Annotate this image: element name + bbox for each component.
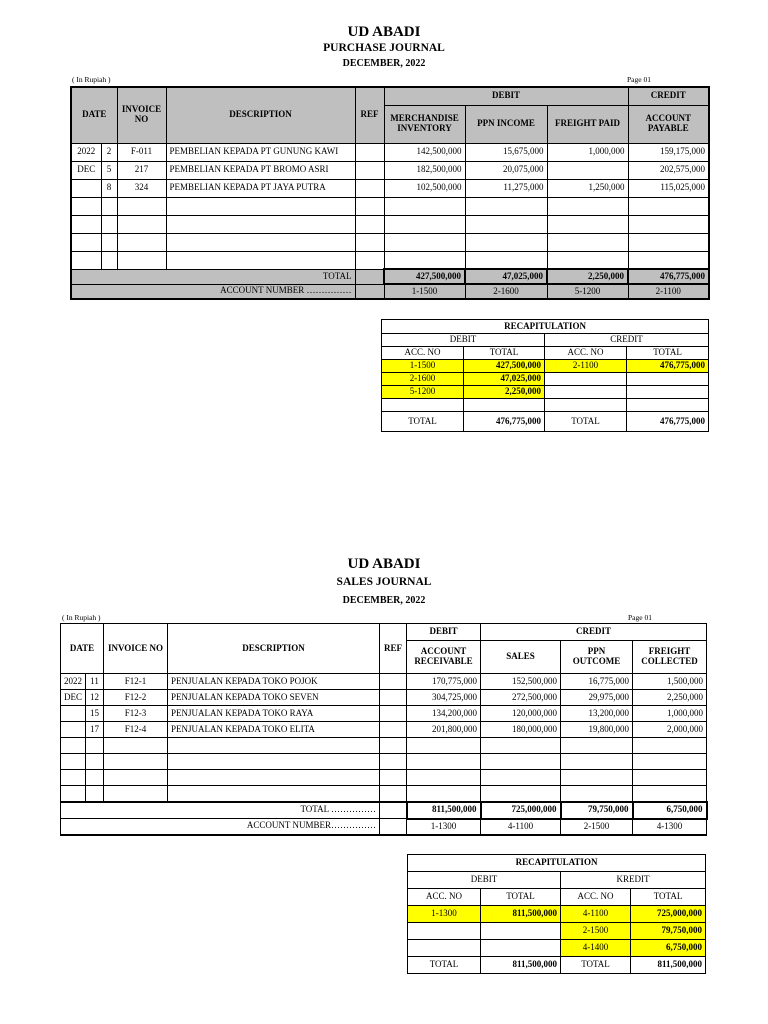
row-day: 12 [86, 690, 104, 706]
table-row [71, 179, 709, 197]
row-description: PENJUALAN KEPADA TOKO POJOK [168, 674, 380, 690]
row-invoice: F12-4 [104, 722, 168, 738]
sales-col-freight: FREIGHT COLLECTED [633, 641, 707, 674]
recap-credit-amt: 6,750,000 [631, 940, 706, 957]
row-merch: 142,500,000 [384, 143, 465, 161]
sales-col-debit: DEBIT [407, 624, 481, 641]
row-freight: 2,000,000 [633, 722, 707, 738]
purchase-journal-table [70, 86, 710, 300]
row-year: 2022 [61, 674, 86, 690]
purchase-account-label: ACCOUNT NUMBER …………… [71, 284, 355, 299]
recap-credit-acc: 2-1500 [561, 923, 631, 940]
row-year: DEC [71, 161, 101, 179]
sales-col-ref: REF [380, 624, 407, 674]
recap-credit-total: 476,775,000 [627, 412, 709, 432]
row-ref [355, 179, 384, 197]
recap-total-header: TOTAL [631, 889, 706, 906]
row-payable: 115,025,000 [628, 179, 709, 197]
sales-col-invoice: INVOICE NO [104, 624, 168, 674]
sales-total-freight: 6,750,000 [633, 802, 707, 819]
recap-debit-total: 811,500,000 [481, 957, 561, 974]
recap-credit-acc: 2-1100 [545, 360, 627, 373]
purchase-page: Page 01 [627, 75, 651, 84]
recap-debit-acc: 5-1200 [382, 386, 464, 399]
empty-row [71, 197, 709, 215]
row-ar: 201,800,000 [407, 722, 481, 738]
purchase-col-freight: FREIGHT PAID [547, 105, 628, 143]
recap-debit-amt: 2,250,000 [464, 386, 545, 399]
row-description: PEMBELIAN KEPADA PT GUNUNG KAWI [166, 143, 355, 161]
row-invoice: 217 [117, 161, 166, 179]
purchase-acc-merch: 1-1500 [384, 284, 465, 299]
purchase-recap-credit: CREDIT [545, 334, 709, 347]
empty-row [71, 215, 709, 233]
recap-acc-no-header: ACC. NO [408, 889, 481, 906]
total-row [61, 802, 707, 819]
row-ppn: 11,275,000 [465, 179, 547, 197]
row-year [61, 706, 86, 722]
row-freight: 2,250,000 [633, 690, 707, 706]
recap-total-label: TOTAL [561, 957, 631, 974]
table-row [61, 706, 707, 722]
row-invoice: F-011 [117, 143, 166, 161]
row-year: DEC [61, 690, 86, 706]
recap-acc-no-header: ACC. NO [382, 347, 464, 360]
row-ppn: 20,075,000 [465, 161, 547, 179]
row-ppn: 16,775,000 [561, 674, 633, 690]
row-ref [380, 690, 407, 706]
sales-total-label: TOTAL …………… [61, 802, 380, 819]
purchase-col-ppn: PPN INCOME [465, 105, 547, 143]
table-row [71, 143, 709, 161]
recap-total-label: TOTAL [545, 412, 627, 432]
sales-total-ar: 811,500,000 [407, 802, 481, 819]
empty-row [61, 754, 707, 770]
sales-acc-sales: 4-1100 [481, 819, 561, 835]
recap-debit-acc: 1-1300 [408, 906, 481, 923]
sales-acc-ppn: 2-1500 [561, 819, 633, 835]
row-invoice: F12-3 [104, 706, 168, 722]
row-merch: 182,500,000 [384, 161, 465, 179]
purchase-currency-note: ( In Rupiah ) [72, 75, 111, 84]
row-sales: 272,500,000 [481, 690, 561, 706]
row-ppn: 19,800,000 [561, 722, 633, 738]
recap-debit-acc: 1-1500 [382, 360, 464, 373]
empty-row [71, 233, 709, 251]
sales-account-label: ACCOUNT NUMBER…………… [61, 819, 380, 835]
sales-col-ar: ACCOUNT RECEIVABLE [407, 641, 481, 674]
total-row [71, 269, 709, 284]
row-ref [380, 722, 407, 738]
row-day: 15 [86, 706, 104, 722]
row-sales: 152,500,000 [481, 674, 561, 690]
sales-acc-ar: 1-1300 [407, 819, 481, 835]
row-ar: 134,200,000 [407, 706, 481, 722]
recap-total-header: TOTAL [481, 889, 561, 906]
row-day: 17 [86, 722, 104, 738]
row-year [61, 722, 86, 738]
row-ar: 170,775,000 [407, 674, 481, 690]
sales-total-ppn: 79,750,000 [561, 802, 633, 819]
row-invoice: 324 [117, 179, 166, 197]
row-invoice: F12-1 [104, 674, 168, 690]
recap-credit-amt: 79,750,000 [631, 923, 706, 940]
account-number-row [71, 284, 709, 299]
recap-debit-amt: 47,025,000 [464, 373, 545, 386]
empty-row [61, 786, 707, 802]
row-ref [380, 706, 407, 722]
sales-currency-note: ( In Rupiah ) [62, 613, 101, 622]
sales-total-sales: 725,000,000 [481, 802, 561, 819]
sales-recap-credit: KREDIT [561, 872, 706, 889]
row-ppn: 15,675,000 [465, 143, 547, 161]
sales-col-credit: CREDIT [481, 624, 707, 641]
purchase-acc-payable: 2-1100 [628, 284, 709, 299]
recap-total-label: TOTAL [408, 957, 481, 974]
row-ref [355, 161, 384, 179]
purchase-col-credit: CREDIT [628, 87, 709, 105]
row-year [71, 179, 101, 197]
sales-col-sales: SALES [481, 641, 561, 674]
table-row [61, 690, 707, 706]
recap-debit-amt: 427,500,000 [464, 360, 545, 373]
purchase-total-merch: 427,500,000 [384, 269, 465, 284]
purchase-total-ppn: 47,025,000 [465, 269, 547, 284]
row-freight: 1,500,000 [633, 674, 707, 690]
empty-row [71, 251, 709, 269]
purchase-col-invoice: INVOICE NO [117, 87, 166, 143]
recap-total-label: TOTAL [382, 412, 464, 432]
recap-credit-acc: 4-1400 [561, 940, 631, 957]
recap-credit-amt: 725,000,000 [631, 906, 706, 923]
sales-col-description: DESCRIPTION [168, 624, 380, 674]
recap-total-header: TOTAL [627, 347, 709, 360]
recap-debit-acc: 2-1600 [382, 373, 464, 386]
account-number-row [61, 819, 707, 835]
row-description: PEMBELIAN KEPADA PT BROMO ASRI [166, 161, 355, 179]
purchase-col-debit: DEBIT [384, 87, 628, 105]
sales-recap-debit: DEBIT [408, 872, 561, 889]
recap-credit-total: 811,500,000 [631, 957, 706, 974]
purchase-total-label: TOTAL [71, 269, 355, 284]
row-freight: 1,000,000 [547, 143, 628, 161]
purchase-recap-title: RECAPITULATION [382, 320, 709, 334]
purchase-total-payable: 476,775,000 [628, 269, 709, 284]
table-row [71, 161, 709, 179]
recap-acc-no-header: ACC. NO [561, 889, 631, 906]
row-ar: 304,725,000 [407, 690, 481, 706]
recap-credit-amt: 476,775,000 [627, 360, 709, 373]
row-ppn: 29,975,000 [561, 690, 633, 706]
row-ref [380, 674, 407, 690]
sales-company: UD ABADI [347, 556, 421, 572]
recap-debit-total: 476,775,000 [464, 412, 545, 432]
sales-recap-title: RECAPITULATION [408, 855, 706, 872]
purchase-col-payable: ACCOUNT PAYABLE [628, 105, 709, 143]
row-description: PEMBELIAN KEPADA PT JAYA PUTRA [166, 179, 355, 197]
purchase-col-description: DESCRIPTION [166, 87, 355, 143]
row-freight: 1,000,000 [633, 706, 707, 722]
purchase-col-ref: REF [355, 87, 384, 143]
empty-row [61, 738, 707, 754]
row-freight: 1,250,000 [547, 179, 628, 197]
row-day: 2 [101, 143, 117, 161]
row-merch: 102,500,000 [384, 179, 465, 197]
row-year: 2022 [71, 143, 101, 161]
table-row [61, 722, 707, 738]
purchase-total-freight: 2,250,000 [547, 269, 628, 284]
row-day: 8 [101, 179, 117, 197]
row-payable: 202,575,000 [628, 161, 709, 179]
row-ppn: 13,200,000 [561, 706, 633, 722]
recap-debit-amt: 811,500,000 [481, 906, 561, 923]
row-invoice: F12-2 [104, 690, 168, 706]
row-description: PENJUALAN KEPADA TOKO SEVEN [168, 690, 380, 706]
sales-recap-table [407, 854, 706, 974]
row-description: PENJUALAN KEPADA TOKO ELITA [168, 722, 380, 738]
sales-journal-table [60, 623, 708, 836]
empty-row [61, 770, 707, 786]
purchase-company: UD ABADI [347, 24, 421, 40]
row-day: 5 [101, 161, 117, 179]
row-payable: 159,175,000 [628, 143, 709, 161]
row-ref [355, 143, 384, 161]
sales-col-date: DATE [61, 624, 104, 674]
sales-page: Page 01 [628, 613, 652, 622]
recap-acc-no-header: ACC. NO [545, 347, 627, 360]
purchase-col-merch: MERCHANDISE INVENTORY [384, 105, 465, 143]
purchase-recap-debit: DEBIT [382, 334, 545, 347]
sales-col-ppn: PPN OUTCOME [561, 641, 633, 674]
recap-total-header: TOTAL [464, 347, 545, 360]
purchase-acc-freight: 5-1200 [547, 284, 628, 299]
row-freight [547, 161, 628, 179]
sales-acc-freight: 4-1300 [633, 819, 707, 835]
table-row [61, 674, 707, 690]
purchase-period: DECEMBER, 2022 [342, 58, 426, 69]
sales-title: SALES JOURNAL [336, 576, 432, 588]
purchase-col-date: DATE [71, 87, 117, 143]
purchase-title: PURCHASE JOURNAL [323, 42, 445, 54]
row-sales: 120,000,000 [481, 706, 561, 722]
row-sales: 180,000,000 [481, 722, 561, 738]
row-day: 11 [86, 674, 104, 690]
recap-credit-acc: 4-1100 [561, 906, 631, 923]
sales-period: DECEMBER, 2022 [342, 595, 426, 606]
purchase-recap-table [381, 319, 709, 432]
row-description: PENJUALAN KEPADA TOKO RAYA [168, 706, 380, 722]
purchase-acc-ppn: 2-1600 [465, 284, 547, 299]
